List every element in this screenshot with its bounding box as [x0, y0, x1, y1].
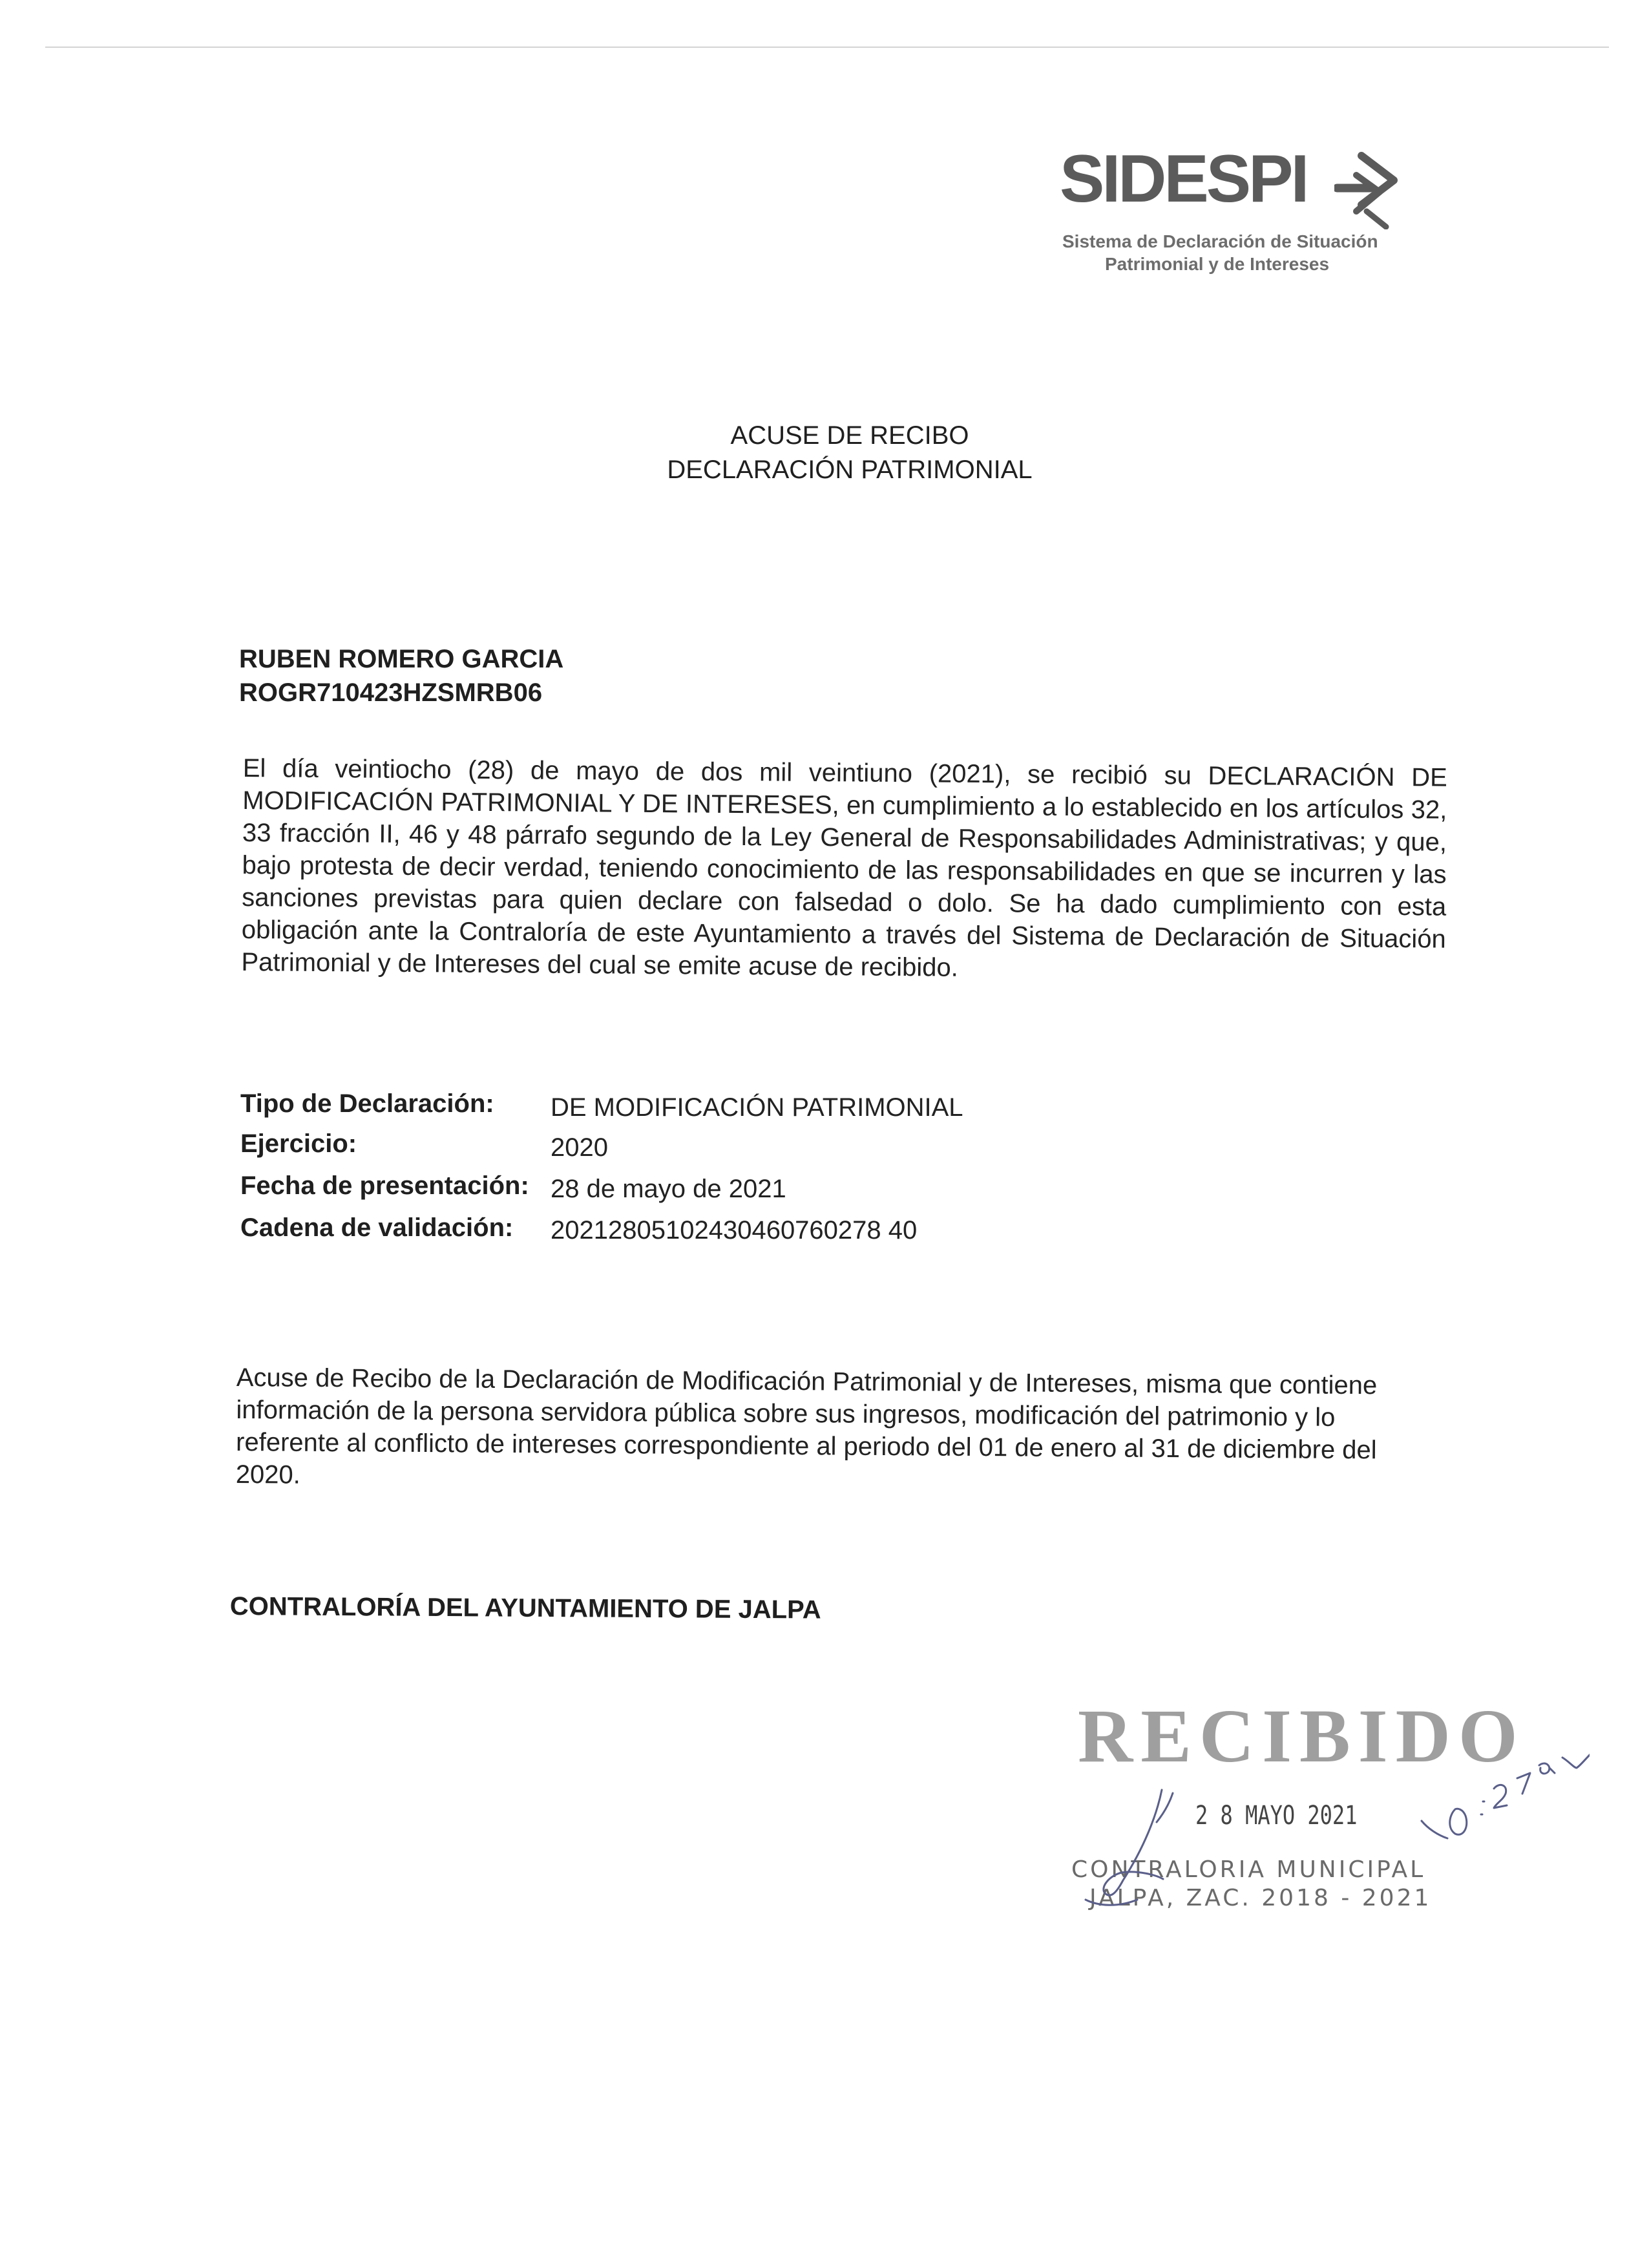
double-arrow-icon [1334, 147, 1405, 229]
issuing-authority: CONTRALORÍA DEL AYUNTAMIENTO DE JALPA [229, 1592, 821, 1624]
document-title-line2: DECLARACIÓN PATRIMONIAL [667, 456, 1033, 484]
received-stamp-word: RECIBIDO [1078, 1694, 1526, 1778]
field-value-fecha: 28 de mayo de 2021 [551, 1175, 786, 1203]
closing-paragraph: Acuse de Recibo de la Declaración de Modificación Patrimonial y de Intereses, misma que contiene información de la persona servidora pública sobre sus ingresos, modificación del patrimonio y lo referente al conflicto de intereses correspondiente al periodo del 01 de enero al 31 de diciembre del 2020. [235, 1363, 1378, 1489]
field-value-cadena: 20212805102430460760278 40 [551, 1216, 918, 1244]
top-rule [45, 47, 1609, 48]
field-value-ejercicio: 2020 [551, 1133, 608, 1162]
received-stamp-location: JALPA, ZAC. 2018 - 2021 [1089, 1885, 1432, 1911]
declarant-id: ROGR710423HZSMRB06 [239, 678, 543, 707]
field-value-tipo: DE MODIFICACIÓN PATRIMONIAL [551, 1093, 963, 1122]
body-paragraph: El día veintiocho (28) de mayo de dos mil veintiuno (2021), se recibió su DECLARACIÓN DE MODIFICACIÓN PATRIMONIAL Y DE INTERESES, en cumplimiento a lo establecido en los artículos 32, 33 fracción II, 46 y 48 párrafo segundo de la Ley General de Responsabilidades Administrativas; y que, bajo protesta de decir verdad, teniendo conocimiento de las responsabilidades en que se incurren y las sanciones previstas para quien declare con falsedad o dolo. Se ha dado cumplimiento con esta obligación ante la Contraloría de este Ayuntamiento a través del Sistema de Declaración de Situación Patrimonial y de Intereses del cual se emite acuse de recibido. [241, 753, 1447, 982]
field-label-cadena: Cadena de validación: [240, 1213, 514, 1242]
field-label-ejercicio: Ejercicio: [240, 1129, 357, 1158]
handwritten-signature [1060, 1706, 1590, 1926]
logo-wordmark: SIDESPI [1060, 142, 1307, 216]
received-stamp-date: 2 8 MAYO 2021 [1195, 1801, 1358, 1831]
received-stamp-office: CONTRALORIA MUNICIPAL [1071, 1856, 1426, 1883]
field-label-tipo: Tipo de Declaración: [240, 1089, 494, 1118]
logo-subtitle-line1: Sistema de Declaración de Situación [1062, 231, 1378, 251]
declarant-name: RUBEN ROMERO GARCIA [239, 645, 564, 673]
document-title-line1: ACUSE DE RECIBO [730, 421, 969, 450]
logo-subtitle-line2: Patrimonial y de Intereses [1105, 254, 1330, 274]
field-label-fecha: Fecha de presentación: [240, 1171, 529, 1200]
sidespi-logo [1060, 142, 1396, 281]
